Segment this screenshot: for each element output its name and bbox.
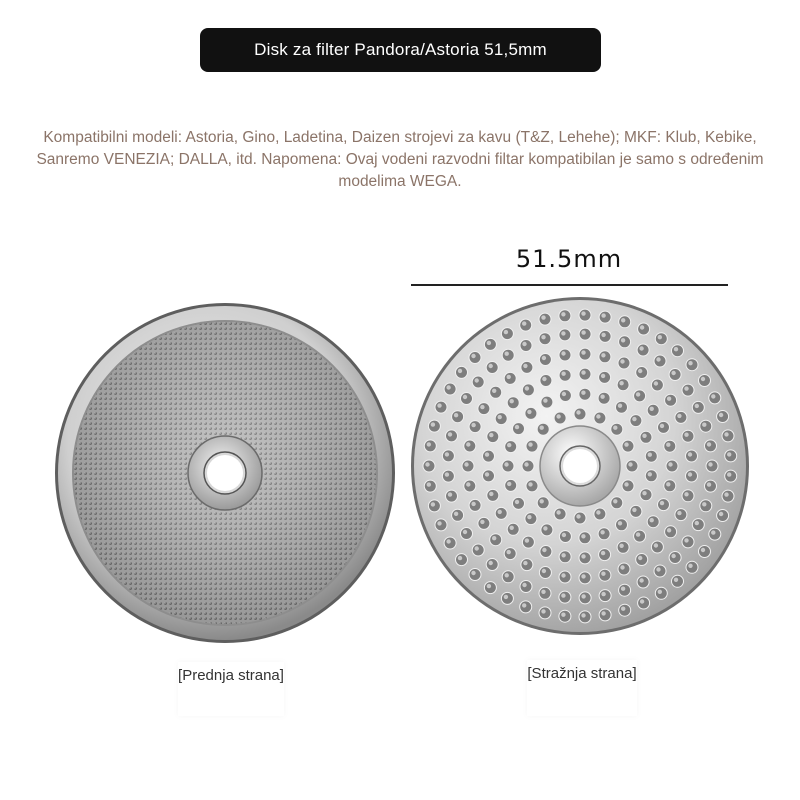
filter-disc-front-image — [53, 301, 397, 645]
caption-back-side: [Stražnja strana] — [527, 660, 637, 716]
caption-front-side: [Prednja strana] — [178, 662, 284, 716]
dimension-label: 51.5mm — [515, 245, 623, 273]
dimension-line — [411, 284, 728, 286]
filter-disc-back-image — [410, 296, 750, 636]
product-title: Disk za filter Pandora/Astoria 51,5mm — [200, 28, 601, 72]
compatibility-description: Kompatibilni modeli: Astoria, Gino, Ladetina, Daizen strojevi za kavu (T&Z, Lehehe); MKF: Klub, Kebike, Sanremo VENEZIA; DALLA, itd. Napomena: Ovaj vodeni razvodni filtar kompatibilan je samo s određenim modelima WEGA. — [36, 129, 764, 190]
